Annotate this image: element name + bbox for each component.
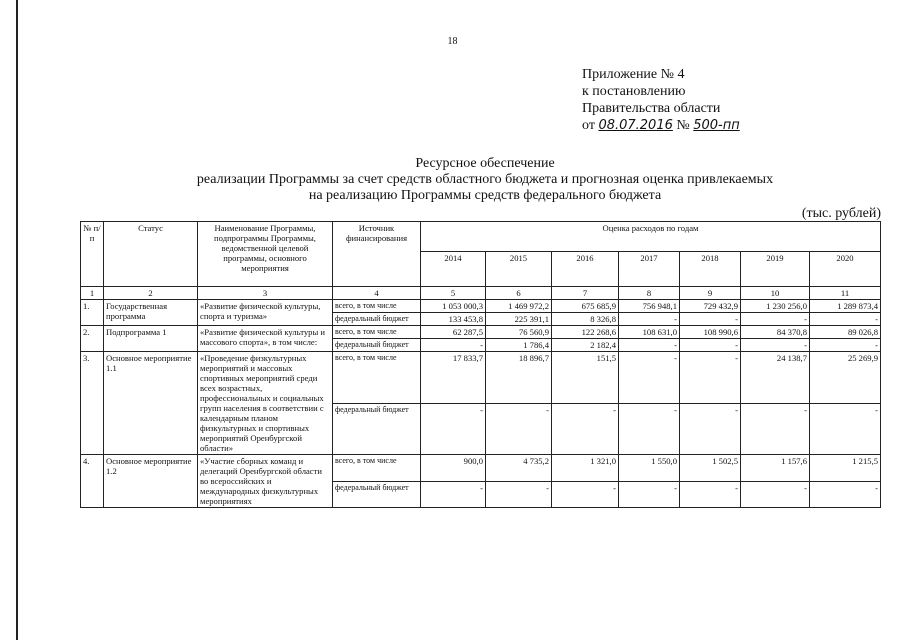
row-value: -: [619, 352, 680, 404]
row-name: «Развитие физической культуры и массового спорта», в том числе:: [198, 326, 333, 352]
row-value: -: [680, 352, 741, 404]
row-value: -: [810, 481, 881, 508]
row-name: «Развитие физической культуры, спорта и туризма»: [198, 300, 333, 326]
row-value: -: [680, 481, 741, 508]
col-num-11: 11: [810, 287, 881, 300]
row-number: 4.: [81, 455, 104, 508]
row-value: -: [741, 403, 810, 455]
row-value: -: [619, 339, 680, 352]
row-value: 24 138,7: [741, 352, 810, 404]
row-value: -: [810, 403, 881, 455]
header-status: Статус: [104, 222, 198, 287]
row-source: всего, в том числе: [333, 300, 421, 313]
row-value: 900,0: [421, 455, 486, 482]
table-row: [81, 352, 881, 404]
appendix-title: Приложение № 4: [582, 67, 685, 82]
year-2016: 2016: [552, 252, 619, 287]
header-estimate: Оценка расходов по годам: [421, 222, 881, 252]
row-value: -: [486, 403, 552, 455]
row-value: 1 550,0: [619, 455, 680, 482]
number-sign: №: [676, 118, 690, 133]
year-2017: 2017: [619, 252, 680, 287]
handwritten-number: 500-пп: [693, 118, 740, 133]
budget-table: [80, 221, 881, 508]
row-value: 89 026,8: [810, 326, 881, 339]
row-source: федеральный бюджет: [333, 481, 421, 508]
row-value: -: [741, 313, 810, 326]
row-value: 133 453,8: [421, 313, 486, 326]
row-number: 3.: [81, 352, 104, 455]
col-num-3: 3: [198, 287, 333, 300]
row-value: 62 287,5: [421, 326, 486, 339]
row-value: -: [421, 403, 486, 455]
row-source: всего, в том числе: [333, 455, 421, 482]
date-prefix: от: [582, 118, 595, 133]
col-num-8: 8: [619, 287, 680, 300]
header-row: [81, 222, 881, 252]
row-value: 1 502,5: [680, 455, 741, 482]
row-status: Основное мероприятие 1.2: [104, 455, 198, 508]
row-value: 151,5: [552, 352, 619, 404]
row-value: -: [680, 403, 741, 455]
row-value: -: [421, 481, 486, 508]
row-value: -: [741, 481, 810, 508]
row-value: 225 391,1: [486, 313, 552, 326]
col-num-1: 1: [81, 287, 104, 300]
row-source: всего, в том числе: [333, 326, 421, 339]
document-title: [0, 156, 905, 204]
row-source: федеральный бюджет: [333, 313, 421, 326]
row-number: 1.: [81, 300, 104, 326]
row-value: 1 053 000,3: [421, 300, 486, 313]
row-value: 4 735,2: [486, 455, 552, 482]
year-2019: 2019: [741, 252, 810, 287]
row-value: 1 321,0: [552, 455, 619, 482]
year-2015: 2015: [486, 252, 552, 287]
row-value: 108 990,6: [680, 326, 741, 339]
row-source: федеральный бюджет: [333, 339, 421, 352]
col-num-9: 9: [680, 287, 741, 300]
row-number: 2.: [81, 326, 104, 352]
appendix-date-line: [582, 117, 740, 134]
year-2018: 2018: [680, 252, 741, 287]
header-num: № п/п: [81, 222, 104, 287]
title-line-3: на реализацию Программы средств федерального бюджета: [308, 188, 662, 203]
col-num-10: 10: [741, 287, 810, 300]
header-source: Источник финансирования: [333, 222, 421, 287]
col-num-7: 7: [552, 287, 619, 300]
row-value: -: [810, 313, 881, 326]
row-value: 25 269,9: [810, 352, 881, 404]
header-name: Наименование Программы, подпрограммы Программы, ведомственной целевой программы, основного мероприятия: [198, 222, 333, 287]
row-value: -: [619, 313, 680, 326]
year-2014: 2014: [421, 252, 486, 287]
row-value: 108 631,0: [619, 326, 680, 339]
row-value: -: [552, 403, 619, 455]
row-value: 1 157,6: [741, 455, 810, 482]
col-num-5: 5: [421, 287, 486, 300]
row-value: 8 326,8: [552, 313, 619, 326]
row-value: 1 289 873,4: [810, 300, 881, 313]
row-value: 122 268,6: [552, 326, 619, 339]
col-num-2: 2: [104, 287, 198, 300]
row-status: Государственная программа: [104, 300, 198, 326]
row-value: -: [486, 481, 552, 508]
row-value: -: [619, 481, 680, 508]
row-value: -: [810, 339, 881, 352]
column-number-row: [81, 287, 881, 300]
row-source: федеральный бюджет: [333, 403, 421, 455]
row-value: 18 896,7: [486, 352, 552, 404]
row-value: -: [619, 403, 680, 455]
row-value: 17 833,7: [421, 352, 486, 404]
title-line-2: реализации Программы за счет средств областного бюджета и прогнозная оценка привлекаемых: [196, 172, 774, 187]
col-num-4: 4: [333, 287, 421, 300]
row-status: Основное мероприятие 1.1: [104, 352, 198, 455]
col-num-6: 6: [486, 287, 552, 300]
row-source: всего, в том числе: [333, 352, 421, 404]
table-row: [81, 455, 881, 482]
appendix-line-2: к постановлению: [582, 84, 686, 99]
appendix-block: [582, 66, 740, 134]
table-row: [81, 300, 881, 313]
row-value: 76 560,9: [486, 326, 552, 339]
page-edge: [16, 0, 18, 640]
row-value: -: [680, 339, 741, 352]
row-value: 84 370,8: [741, 326, 810, 339]
table-row: [81, 326, 881, 339]
row-value: 1 230 256,0: [741, 300, 810, 313]
appendix-line-3: Правительства области: [582, 101, 721, 116]
row-status: Подпрограмма 1: [104, 326, 198, 352]
row-value: 1 786,4: [486, 339, 552, 352]
title-line-1: Ресурсное обеспечение: [415, 156, 555, 171]
units-label: (тыс. рублей): [801, 206, 881, 221]
row-value: 756 948,1: [619, 300, 680, 313]
row-value: 1 469 972,2: [486, 300, 552, 313]
row-value: 675 685,9: [552, 300, 619, 313]
row-name: «Участие сборных команд и делегаций Оренбургской области во всероссийских и международных физкультурных мероприятиях: [198, 455, 333, 508]
row-value: 729 432,9: [680, 300, 741, 313]
row-value: -: [552, 481, 619, 508]
handwritten-date: 08.07.2016: [598, 118, 673, 133]
row-value: -: [421, 339, 486, 352]
row-value: -: [680, 313, 741, 326]
year-2020: 2020: [810, 252, 881, 287]
row-value: 1 215,5: [810, 455, 881, 482]
row-name: «Проведение физкультурных мероприятий и массовых спортивных мероприятий среди всех возрастных, профессиональных и социальных групп населения в соответствии с календарным планом физкультурных и спортивных мероприятий Оренбургской области»: [198, 352, 333, 455]
page-number: 18: [447, 36, 458, 47]
row-value: 2 182,4: [552, 339, 619, 352]
row-value: -: [741, 339, 810, 352]
